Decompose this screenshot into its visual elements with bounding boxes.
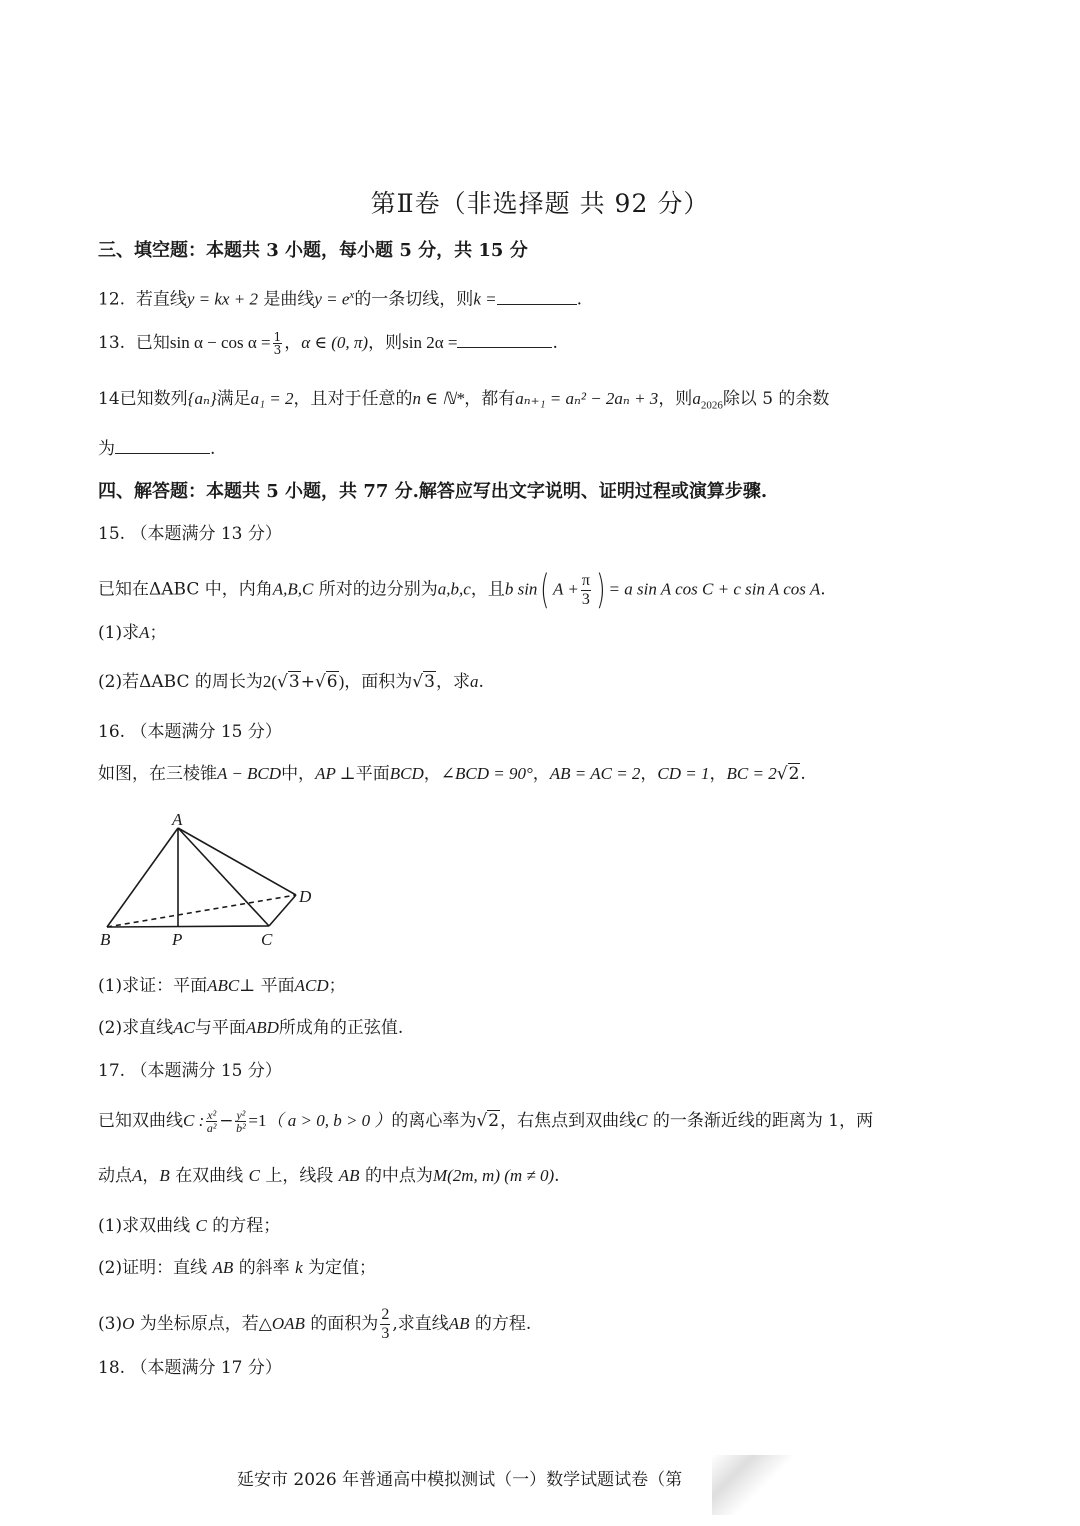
question-16-part-2: (2)求直线AC与平面ABD所成角的正弦值. [98,1018,404,1038]
question-17-part-3: (3)O 为坐标原点，若△OAB 的面积为 $\frac{2}{3}$ ,求直线AB 的方程. [98,1306,532,1342]
edge-AB [107,828,178,927]
page-title: 第Ⅱ卷（非选择题 共 92 分） [370,189,710,218]
section-3-heading: 三、填空题：本题共 3 小题，每小题 5 分，共 15 分 [98,240,528,261]
sqrt: √6 [314,672,338,692]
fraction: $\frac{\pi}{3}$ [581,571,590,608]
fraction: $\frac{1}{3}$ [273,330,282,357]
sqrt: √3 [412,672,435,692]
question-16-stem: 如图，在三棱锥A − BCD中，AP ⊥平面BCD，∠BCD = 90°，AB = AC = 2，CD = 1，BC = 2√2. [98,764,806,784]
sqrt: √2 [476,1111,500,1131]
question-15-stem: 已知在ΔABC 中，内角A,B,C 所对的边分别为a,b,c，且b sin( A + $\frac{\pi}{3}$ ) = a sin A cos C + c sin A cos A. [98,567,826,613]
watermark-fade [712,1455,792,1515]
question-17-part-2: (2)证明：直线 AB 的斜率 k 为定值； [98,1258,377,1278]
question-18-header: 18. （本题满分 17 分） [98,1358,282,1378]
question-16-header: 16. （本题满分 15 分） [98,722,282,742]
tetrahedron-diagram [95,805,335,955]
fraction: $\frac{2}{3}$ [381,1306,390,1342]
edge-BD-hidden [107,895,296,927]
label-C: C [261,930,273,949]
answer-blank[interactable] [457,333,552,348]
sqrt: √2 [776,764,800,784]
question-17-header: 17. （本题满分 15 分） [98,1061,282,1081]
section-4-heading: 四、解答题：本题共 5 小题，共 77 分.解答应写出文字说明、证明过程或演算步骤. [98,481,768,502]
question-13: 13. 已知sin α − cos α = $\frac{1}{3}$ ，α ∈ (0, π)，则sin 2α = . [98,330,558,357]
question-15-header: 15. （本题满分 13 分） [98,524,282,544]
edge-BC [107,926,269,927]
label-B: B [100,930,111,949]
question-12: 12. 若直线y = kx + 2 是曲线$y = e^x$的一条切线，则k = . [98,289,582,310]
edge-CD [269,895,296,926]
answer-blank[interactable] [497,290,577,305]
question-16-part-1: (1)求证：平面ABC⊥ 平面ACD； [98,976,346,996]
question-17-stem-line2: 动点A，B 在双曲线 C 上，线段 AB 的中点为M(2m, m) (m ≠ 0). [98,1166,560,1186]
label-D: D [299,887,312,906]
question-14: 14已知数列{aₙ}满足a₁ = 2，且对于任意的n ∈ ℕ*，都有aₙ₊₁ = aₙ² − 2aₙ + 3，则$a_{2026}$除以 5 的余数 [98,389,830,412]
answer-blank[interactable] [115,439,210,454]
question-14-line2: 为 . [98,439,216,459]
sqrt: √3 [277,672,300,692]
fraction: $\frac{\text{y²}}{\text{b²}}$ [236,1108,246,1135]
label-P: P [172,930,183,949]
question-15-part-1: (1)求A； [98,623,167,643]
edge-AD [178,828,296,895]
question-15-part-2: (2)若ΔABC 的周长为2(√3+√6)，面积为√3，求a. [98,672,484,692]
question-17-part-1: (1)求双曲线 C 的方程； [98,1216,281,1236]
question-17-stem: 已知双曲线C : $\frac{\text{x²}}{\text{a²}}$ − $\frac{\text{y²}}{\text{b²}}$ =1（ a > 0, b > 0 ）的离心率为√2，右焦点到双曲线C 的一条渐近线的距离为 1，两 [98,1108,874,1135]
page-footer: 延安市 2026 年普通高中模拟测试（一）数学试题试卷（第 [237,1470,683,1490]
edge-AC [178,828,269,926]
fraction: $\frac{\text{x²}}{\text{a²}}$ [206,1108,217,1135]
label-A: A [172,810,183,829]
